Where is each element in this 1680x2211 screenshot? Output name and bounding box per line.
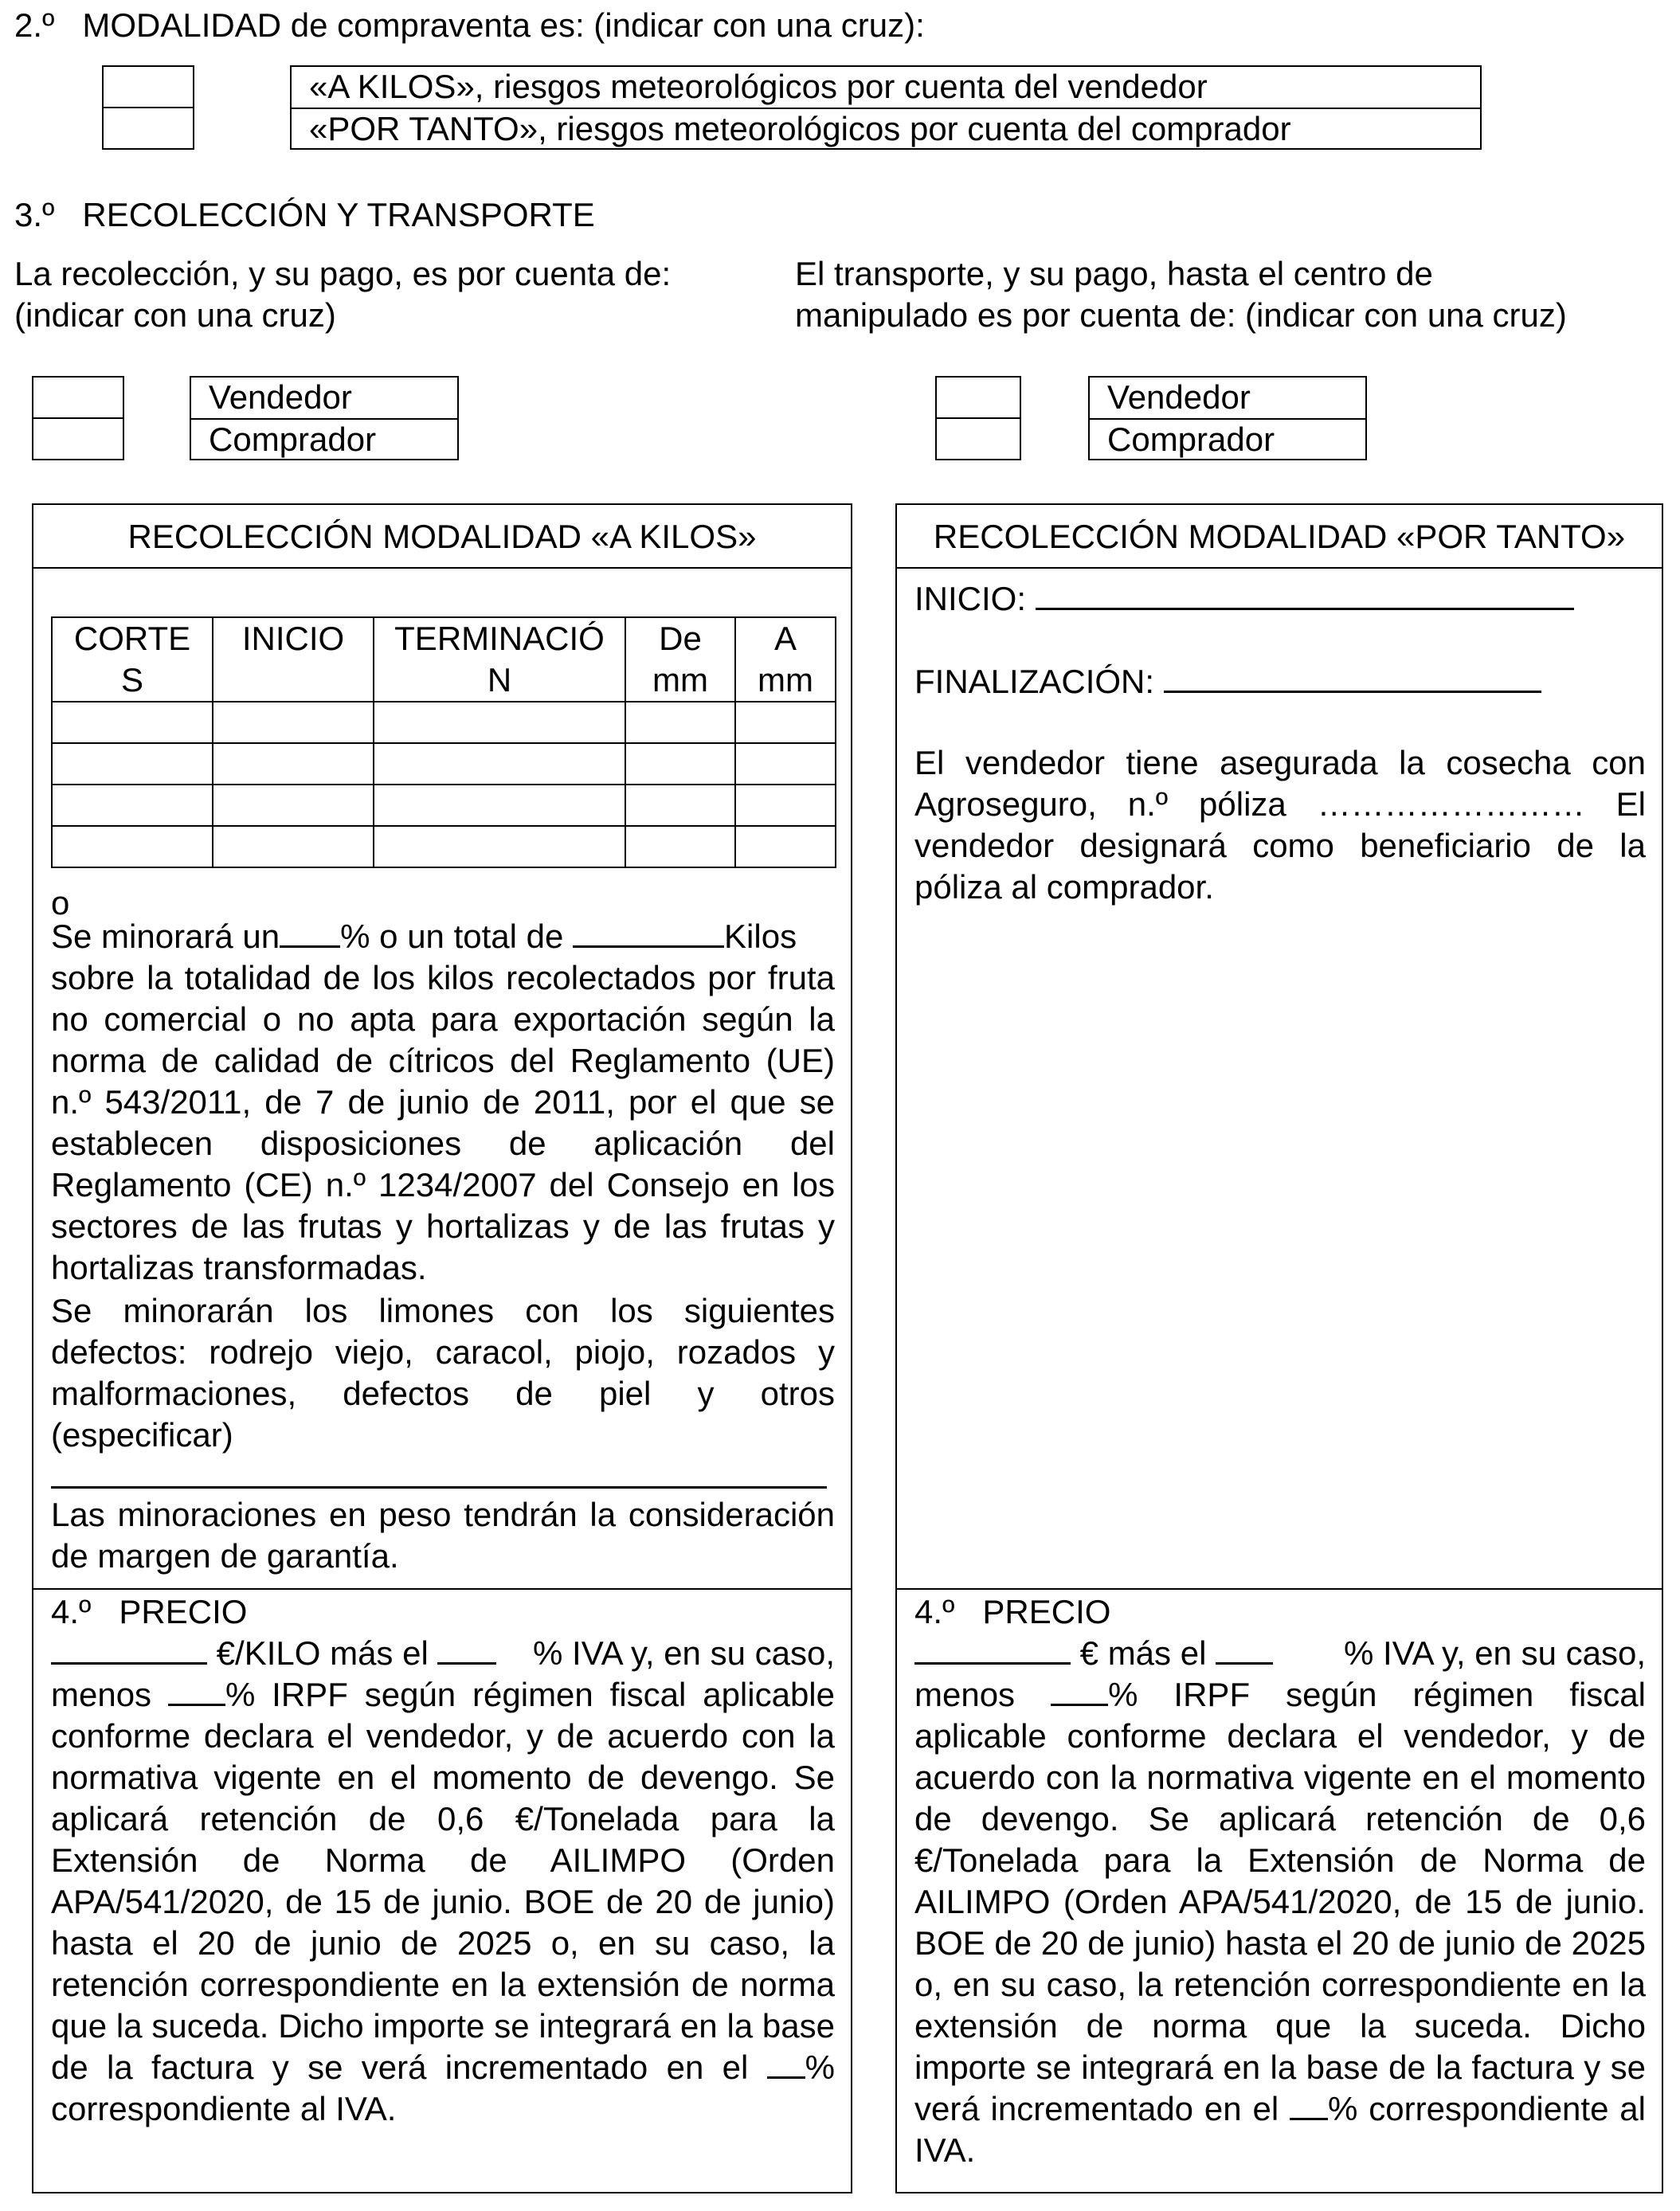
price-total-blank[interactable] xyxy=(914,1634,1071,1665)
table-cell[interactable] xyxy=(625,826,735,867)
table-row xyxy=(52,785,836,826)
table-cell[interactable] xyxy=(625,743,735,785)
transport-option-comprador: Comprador xyxy=(1107,421,1275,458)
tanto-fin-blank[interactable] xyxy=(1164,662,1541,693)
price-right-line1 xyxy=(914,1633,1646,1674)
kilos-panel-title: RECOLECCIÓN MODALIDAD «A KILOS» xyxy=(127,518,757,555)
transport-options-box xyxy=(1088,376,1367,460)
table-row xyxy=(52,743,836,785)
table-cell[interactable] xyxy=(735,702,836,743)
table-cell[interactable] xyxy=(52,826,213,867)
harvest-option-vendedor: Vendedor xyxy=(209,378,352,416)
tanto-inicio-blank[interactable] xyxy=(1036,579,1574,610)
price-right-final-iva-blank[interactable] xyxy=(1290,2089,1328,2120)
transport-payer-intro-line1: El transporte, y su pago, hasta el centro de xyxy=(795,255,1433,292)
table-cell[interactable] xyxy=(213,702,374,743)
minor-label-3: Kilos xyxy=(724,918,797,955)
table-cell[interactable] xyxy=(735,826,836,867)
modality-kilos-checkbox[interactable] xyxy=(102,65,194,108)
price-left-heading: 4.º PRECIO xyxy=(51,1593,248,1630)
table-row xyxy=(52,826,836,867)
table-cell[interactable] xyxy=(625,702,735,743)
minor-text: sobre la totalidad de los kilos recolectados por fruta no comercial o no apta para exportación según la norma de calidad de cítricos del Reglamento (UE) n.º 543/2011, de 7 de junio de 2011, por el que se establecen disposiciones de aplicación del Reglamento (CE) n.º 1234/2007 del Consejo en los sectores de las frutas y hortalizas y de las frutas y hortalizas transformadas. xyxy=(51,959,835,1286)
table-cell[interactable] xyxy=(735,785,836,826)
harvest-comprador-checkbox[interactable] xyxy=(32,417,124,460)
section-3-heading: 3.º RECOLECCIÓN Y TRANSPORTE xyxy=(14,196,595,233)
kilos-panel xyxy=(32,503,852,2193)
table-cell[interactable] xyxy=(374,743,625,785)
minor-kilos-blank[interactable] xyxy=(573,917,724,948)
cuts-table-header-a-mm: A mm xyxy=(735,617,836,702)
tanto-fin-label: FINALIZACIÓN: xyxy=(914,663,1155,700)
table-cell[interactable] xyxy=(52,702,213,743)
price-right-body: menos % IRPF según régimen fiscal aplicable conforme declara el vendedor, y de acuerdo con la normativa vigente en el momento de devengo. Se aplicará retención de 0,6 €/Tonelada para la Extensión de Norma de AILIMPO (Orden APA/541/2020, de 15 de junio. BOE de 20 de junio) hasta el 20 de junio de 2025 o, en su caso, la retención correspondiente en la extensión de norma que la suceda. Dicho importe se integrará en la base de la factura y se verá incrementado en el % correspondiente al IVA. xyxy=(914,1676,1646,2169)
modality-tanto-checkbox[interactable] xyxy=(102,107,194,150)
modality-option-tanto: «POR TANTO», riesgos meteorológicos por cuenta del comprador xyxy=(309,110,1291,147)
price-right-label-1: € más el xyxy=(1079,1634,1207,1672)
price-right-heading: 4.º PRECIO xyxy=(914,1593,1111,1630)
table-row xyxy=(52,702,836,743)
price-right-iva-blank[interactable] xyxy=(1216,1634,1273,1665)
tanto-inicio-label: INICIO: xyxy=(914,580,1027,617)
table-cell[interactable] xyxy=(374,826,625,867)
defects-specify-line[interactable] xyxy=(51,1486,827,1489)
minor-label-2: % o un total de xyxy=(340,918,564,955)
table-cell[interactable] xyxy=(213,743,374,785)
price-right-label-2: % IVA y, en su caso, xyxy=(1344,1634,1646,1672)
guarantee-text: Las minoraciones en peso tendrán la consideración de margen de garantía. xyxy=(51,1496,835,1575)
table-cell[interactable] xyxy=(735,743,836,785)
harvest-option-comprador: Comprador xyxy=(209,421,377,458)
tanto-inicio-row xyxy=(914,578,1574,620)
harvest-payer-intro xyxy=(14,253,671,336)
price-left-iva-blank[interactable] xyxy=(437,1634,496,1665)
price-left-irpf-blank[interactable] xyxy=(168,1675,225,1706)
minor-percent-blank[interactable] xyxy=(280,917,340,948)
or-mark: o xyxy=(51,884,70,922)
cuts-table xyxy=(51,616,836,868)
price-per-kilo-blank[interactable] xyxy=(51,1634,207,1665)
table-cell[interactable] xyxy=(374,702,625,743)
tanto-fin-row xyxy=(914,661,1541,702)
cuts-table-header-de-mm: De mm xyxy=(625,617,735,702)
table-cell[interactable] xyxy=(374,785,625,826)
table-cell[interactable] xyxy=(625,785,735,826)
cuts-table-header-cortes: CORTE S xyxy=(52,617,213,702)
transport-payer-intro xyxy=(795,253,1567,336)
price-left-label-1: €/KILO más el xyxy=(216,1634,429,1672)
cuts-table-header-terminacion: TERMINACIÓ N xyxy=(374,617,625,702)
tanto-panel-title: RECOLECCIÓN MODALIDAD «POR TANTO» xyxy=(933,518,1626,555)
cuts-table-header-inicio: INICIO xyxy=(213,617,374,702)
transport-payer-intro-line2: manipulado es por cuenta de: (indicar con una cruz) xyxy=(795,296,1567,334)
section-2-heading: 2.º MODALIDAD de compraventa es: (indicar con una cruz): xyxy=(14,6,925,44)
table-cell[interactable] xyxy=(52,743,213,785)
harvest-payer-intro-line1: La recolección, y su pago, es por cuenta de: xyxy=(14,255,672,292)
table-cell[interactable] xyxy=(213,785,374,826)
harvest-options-box xyxy=(190,376,459,460)
modality-options-box xyxy=(290,65,1482,150)
transport-vendedor-checkbox[interactable] xyxy=(935,376,1021,419)
minor-percent-line xyxy=(51,916,835,957)
price-left-line1 xyxy=(51,1633,835,1674)
price-left-body: menos % IRPF según régimen fiscal aplicable conforme declara el vendedor, y de acuerdo con la normativa vigente en el momento de devengo. Se aplicará retención de 0,6 €/Tonelada para la Extensión de Norma de AILIMPO (Orden APA/541/2020, de 15 de junio. BOE de 20 de junio) hasta el 20 de junio de 2025 o, en su caso, la retención correspondiente en la extensión de norma que la suceda. Dicho importe se integrará en la base de la factura y se verá incrementado en el % correspondiente al IVA. xyxy=(51,1676,836,2127)
tanto-panel xyxy=(895,503,1663,2193)
harvest-vendedor-checkbox[interactable] xyxy=(32,376,124,419)
price-right-irpf-blank[interactable] xyxy=(1051,1675,1108,1706)
table-cell[interactable] xyxy=(52,785,213,826)
insured-text: El vendedor tiene asegurada la cosecha con Agroseguro, n.º póliza …………………… El vendedor designará como beneficiario de la póliza al comprador. xyxy=(914,744,1646,906)
transport-comprador-checkbox[interactable] xyxy=(935,417,1021,460)
table-cell[interactable] xyxy=(213,826,374,867)
harvest-payer-intro-line2: (indicar con una cruz) xyxy=(14,296,336,334)
minor-label-1: Se minorará un xyxy=(51,918,280,955)
modality-option-kilos: «A KILOS», riesgos meteorológicos por cuenta del vendedor xyxy=(309,68,1208,105)
price-left-label-2: % IVA y, en su caso, xyxy=(533,1634,835,1672)
transport-option-vendedor: Vendedor xyxy=(1107,378,1251,416)
price-left-final-iva-blank[interactable] xyxy=(767,2048,805,2079)
lemons-defects-text: Se minorarán los limones con los siguientes defectos: rodrejo viejo, caracol, piojo, rozados y malformaciones, defectos de piel y otros (especificar) xyxy=(51,1292,835,1454)
